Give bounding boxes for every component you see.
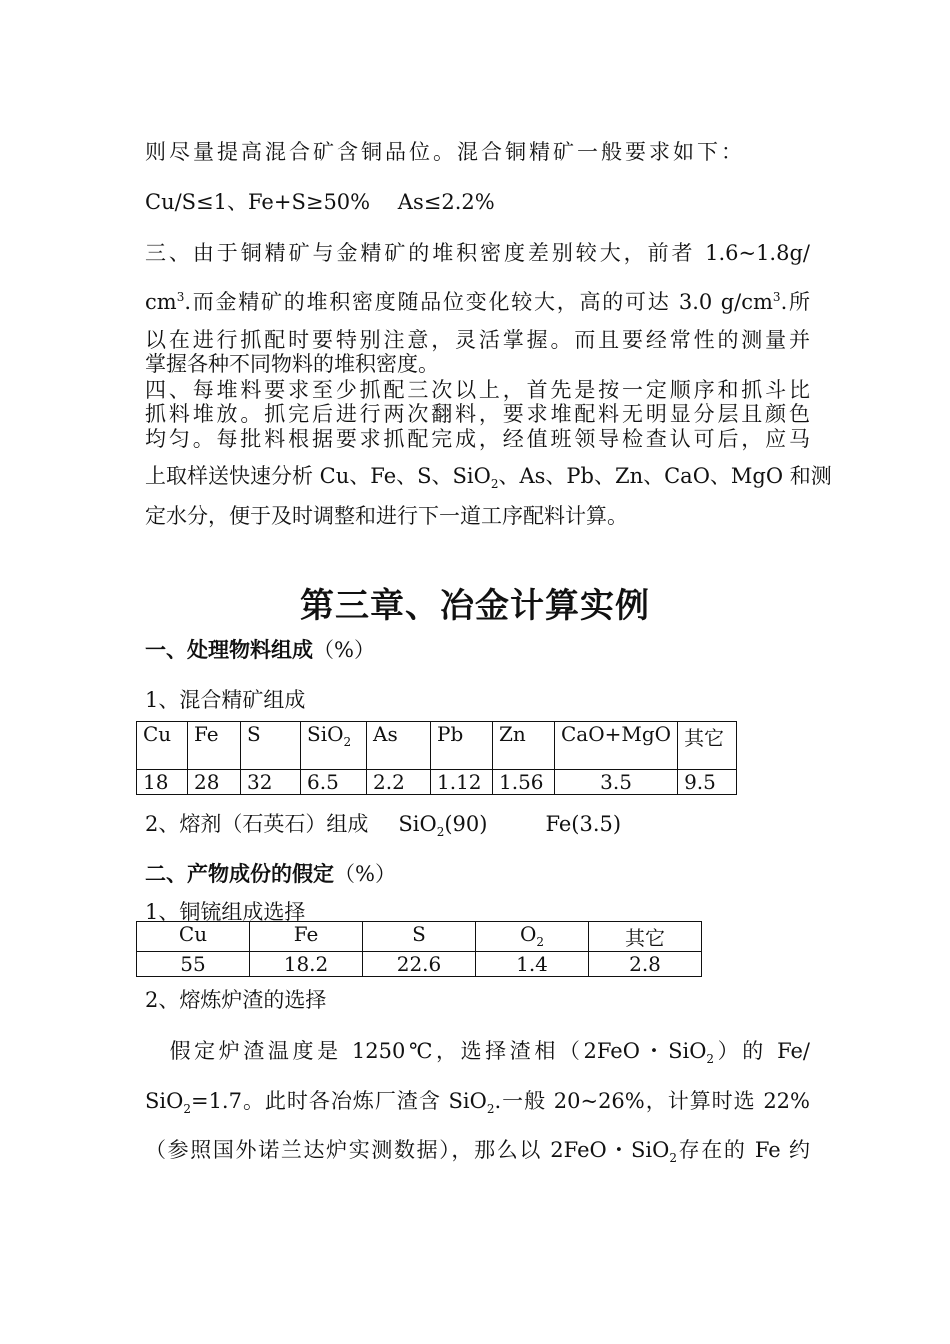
section-heading bbox=[145, 634, 810, 664]
table-cell: CaO+MgO bbox=[555, 722, 678, 770]
table-cell: 1.12 bbox=[431, 770, 493, 795]
text-line bbox=[145, 1134, 810, 1165]
table-cell: 18 bbox=[137, 770, 188, 795]
subheading: 1、混合精矿组成 bbox=[145, 688, 306, 712]
matte-composition-table bbox=[136, 921, 702, 977]
text-line bbox=[145, 1085, 810, 1116]
text: SiO bbox=[145, 1089, 184, 1113]
text: Fe(3.5) bbox=[545, 812, 622, 836]
text-line bbox=[145, 286, 810, 316]
table-cell: Cu bbox=[137, 722, 188, 770]
text: ）的 Fe/ bbox=[714, 1039, 810, 1063]
table-cell: 1.56 bbox=[493, 770, 555, 795]
table-cell bbox=[301, 722, 367, 770]
table-cell: 55 bbox=[137, 952, 250, 977]
superscript: 3 bbox=[772, 290, 781, 304]
table-cell: 1.4 bbox=[476, 952, 589, 977]
superscript: 3 bbox=[176, 290, 185, 304]
table-row bbox=[137, 952, 702, 977]
text-line: 四、每堆料要求至少抓配三次以上，首先是按一定顺序和抓斗比 bbox=[145, 378, 810, 402]
table-cell bbox=[476, 922, 589, 952]
subheading: 2、熔炼炉渣的选择 bbox=[145, 988, 327, 1012]
text-line: 定水分，便于及时调整和进行下一道工序配料计算。 bbox=[145, 504, 628, 528]
ore-composition-table bbox=[136, 721, 737, 795]
table-row bbox=[137, 770, 737, 795]
text: 2、熔剂（石英石）组成 bbox=[145, 812, 369, 836]
text: .所 bbox=[780, 290, 810, 314]
table-cell: 18.2 bbox=[250, 952, 363, 977]
table-cell: 3.5 bbox=[555, 770, 678, 795]
table-cell: 6.5 bbox=[301, 770, 367, 795]
section-heading bbox=[145, 858, 810, 888]
text-line: 以在进行抓配时要特别注意，灵活掌握。而且要经常性的测量并 bbox=[145, 328, 810, 352]
table-cell: 32 bbox=[241, 770, 301, 795]
text-line: 均匀。每批料根据要求抓配完成，经值班领导检查认可后，应马 bbox=[145, 427, 810, 451]
table-cell: 22.6 bbox=[363, 952, 476, 977]
table-cell: S bbox=[241, 722, 301, 770]
subscript: 2 bbox=[669, 1151, 677, 1166]
heading-text: 一、处理物料组成 bbox=[145, 637, 313, 662]
text: O bbox=[519, 922, 537, 946]
subscript: 2 bbox=[486, 1102, 495, 1117]
text: 假定炉渣温度是 1250℃，选择渣相（2FeO・SiO bbox=[145, 1039, 707, 1063]
table-cell: 9.5 bbox=[678, 770, 737, 795]
text-line bbox=[145, 1035, 810, 1066]
text-line: 则尽量提高混合矿含铜品位。混合铜精矿一般要求如下： bbox=[145, 140, 745, 164]
text: 存在的 Fe 约 bbox=[676, 1138, 810, 1162]
text: 上取样送快速分析 Cu、Fe、S、SiO bbox=[145, 464, 491, 488]
subscript: 2 bbox=[536, 935, 545, 949]
text-line: 三、由于铜精矿与金精矿的堆积密度差别较大，前者 1.6~1.8g/ bbox=[145, 241, 810, 265]
text: 、As、Pb、Zn、CaO、MgO 和测 bbox=[498, 464, 832, 488]
table-cell: Fe bbox=[250, 922, 363, 952]
text: （参照国外诺兰达炉实测数据），那么以 2FeO・SiO bbox=[145, 1138, 670, 1162]
heading-unit: （%） bbox=[334, 862, 396, 886]
text-line bbox=[145, 460, 832, 492]
table-cell: 28 bbox=[188, 770, 241, 795]
table-cell: 2.2 bbox=[367, 770, 431, 795]
table-cell: Cu bbox=[137, 922, 250, 952]
table-cell: 其它 bbox=[589, 922, 702, 952]
table-cell: S bbox=[363, 922, 476, 952]
subscript: 2 bbox=[490, 477, 499, 492]
text-line bbox=[145, 808, 810, 839]
heading-unit: （%） bbox=[313, 638, 375, 662]
table-cell: Fe bbox=[188, 722, 241, 770]
table-header-row bbox=[137, 722, 737, 770]
text: SiO bbox=[398, 812, 437, 836]
chapter-title: 第三章、冶金计算实例 bbox=[300, 586, 650, 626]
text: SiO bbox=[307, 722, 344, 746]
table-cell: As bbox=[367, 722, 431, 770]
text-line: 抓料堆放。抓完后进行两次翻料，要求堆配料无明显分层且颜色 bbox=[145, 402, 810, 426]
text: cm bbox=[145, 290, 177, 314]
table-cell: 其它 bbox=[678, 722, 737, 770]
subscript: 2 bbox=[436, 825, 445, 840]
table-cell: 2.8 bbox=[589, 952, 702, 977]
text: .而金精矿的堆积密度随品位变化较大，高的可达 3.0 g/cm bbox=[184, 290, 773, 314]
text-line: Cu/S≤1、Fe+S≥50% As≤2.2% bbox=[145, 190, 495, 214]
text: =1.7。此时各冶炼厂渣含 SiO bbox=[190, 1089, 487, 1113]
table-header-row bbox=[137, 922, 702, 952]
text: .一般 20~26%，计算时选 22% bbox=[494, 1089, 810, 1113]
heading-text: 二、产物成份的假定 bbox=[145, 861, 334, 886]
table-cell: Zn bbox=[493, 722, 555, 770]
subheading: 1、铜锍组成选择 bbox=[145, 900, 306, 924]
table-cell: Pb bbox=[431, 722, 493, 770]
subscript: 2 bbox=[706, 1052, 715, 1067]
subscript: 2 bbox=[343, 735, 352, 749]
text: (90) bbox=[444, 812, 488, 836]
subscript: 2 bbox=[183, 1102, 191, 1117]
text-line: 掌握各种不同物料的堆积密度。 bbox=[145, 352, 439, 376]
